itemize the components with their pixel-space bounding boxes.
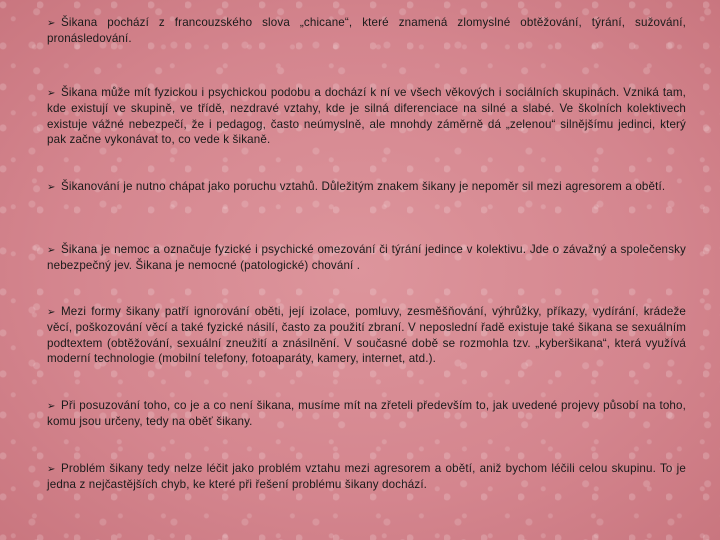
- arrow-bullet-icon: ➢: [47, 245, 56, 256]
- arrow-bullet-icon: ➢: [47, 401, 56, 412]
- arrow-bullet-icon: ➢: [47, 307, 56, 318]
- bullet-text: Šikana je nemoc a označuje fyzické i psychické omezování či týrání jedince v kolektivu. Jde o závažný a společensky nebezpečný jev. Šikana je nemocné (patologické) chování .: [47, 243, 686, 273]
- bullet-item: [47, 15, 686, 47]
- bullet-text: Problém šikany tedy nelze léčit jako problém vztahu mezi agresorem a obětí, aniž bychom léčili celou skupinu. To je jedna z nejčastějších chyb, ke které při řešení problému šikany dochází.: [47, 462, 686, 492]
- bullet-item: [47, 304, 686, 366]
- bullet-item: [47, 398, 686, 430]
- bullet-text: Šikana může mít fyzickou i psychickou podobu a dochází k ní ve všech věkových i sociálních skupinách. Vzniká tam, kde existují ve skupině, ve třídě, nezdravé vztahy, kde je silná diferenciace na silné a slabé. Ve školních kolektivech existuje vážné nebezpečí, že i pedagog, často neúmyslně, ale mnohdy záměrně dá „zelenou“ silnějšímu jedinci, který pak začne vykonávat to, co vede k šikaně.: [47, 86, 686, 146]
- bullet-text: Šikana pochází z francouzského slova „chicane“, které znamená zlomyslné obtěžování, týrání, sužování, pronásledování.: [47, 16, 686, 46]
- arrow-bullet-icon: ➢: [47, 18, 56, 29]
- bullet-item: [47, 242, 686, 274]
- bullet-text: Při posuzování toho, co je a co není šikana, musíme mít na zřeteli především to, jak uvedené projevy působí na toho, komu jsou určeny, tedy na oběť šikany.: [47, 399, 686, 429]
- arrow-bullet-icon: ➢: [47, 182, 56, 193]
- bullet-item: [47, 85, 686, 147]
- bullet-item: [47, 461, 686, 493]
- bullet-text: Šikanování je nutno chápat jako poruchu vztahů. Důležitým znakem šikany je nepoměr sil mezi agresorem a obětí.: [61, 180, 666, 193]
- bullet-text: Mezi formy šikany patří ignorování oběti, její izolace, pomluvy, zesměšňování, výhrůžky, příkazy, vydírání, krádeže věcí, poškozování věcí a také fyzické násilí, často za použití zbraní. V neposlední řadě existuje také šikana se sexuálním podtextem (obtěžování, sexuální zneužití a znásilnění. V současné době se rozmohla tzv. „kyberšikana“, která využívá moderní technologie (mobilní telefony, fotoaparáty, kamery, internet, atd.).: [47, 305, 686, 365]
- arrow-bullet-icon: ➢: [47, 88, 56, 99]
- arrow-bullet-icon: ➢: [47, 464, 56, 475]
- bullet-item: [47, 179, 686, 195]
